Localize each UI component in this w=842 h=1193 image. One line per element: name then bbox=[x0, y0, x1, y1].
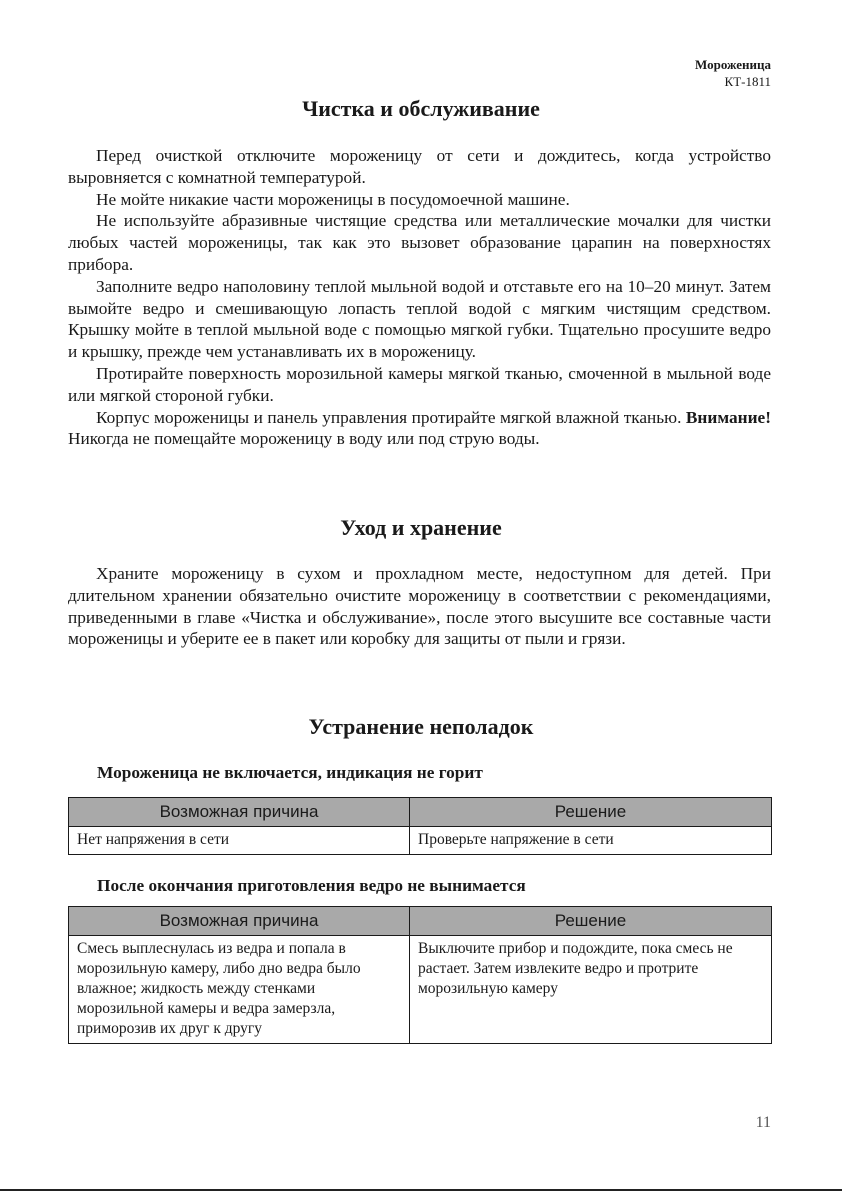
table-row bbox=[69, 936, 772, 1044]
column-header-cause: Возможная причина bbox=[69, 798, 410, 827]
storage-text bbox=[68, 563, 771, 650]
column-header-cause: Возможная причина bbox=[69, 907, 410, 936]
cleaning-text bbox=[68, 145, 771, 450]
paragraph: Не мойте никакие части мороженицы в посудомоечной машине. bbox=[96, 189, 570, 209]
paragraph: Заполните ведро наполовину теплой мыльной водой и отставьте его на 10–20 минут. Затем вымойте ведро и смешивающую лопасть теплой водой с мягким чистящим средством. Крышку мойте в теплой мыльной воде с помощью мягкой губки. Тщательно просушите ведро и крышку, прежде чем устанавливать их в мороженицу. bbox=[68, 276, 771, 362]
paragraph: Перед очисткой отключите мороженицу от сети и дождитесь, когда устройство выровняется с комнатной температурой. bbox=[68, 146, 771, 187]
table-header-row bbox=[69, 907, 772, 936]
solution-cell: Проверьте напряжение в сети bbox=[410, 827, 772, 855]
document-header bbox=[695, 56, 771, 90]
section-title-troubleshooting: Устранение неполадок bbox=[308, 714, 534, 739]
section-title-cleaning: Чистка и обслуживание bbox=[302, 96, 540, 121]
page-number: 11 bbox=[755, 1114, 771, 1131]
cause-cell: Смесь выплеснулась из ведра и попала в морозильную камеру, либо дно ведра было влажное; жидкость между стенками морозильной камеры и ведра замерзла, приморозив их друг к другу bbox=[69, 936, 410, 1044]
table-row bbox=[69, 827, 772, 855]
troubleshooting-table bbox=[68, 797, 772, 855]
paragraph: Не используйте абразивные чистящие средства или металлические мочалки для чистки любых частей мороженицы, так как это вызовет образование царапин на поверхностях прибора. bbox=[68, 211, 771, 274]
section-title-storage: Уход и хранение bbox=[340, 515, 502, 540]
table-header-row bbox=[69, 798, 772, 827]
cause-cell: Нет напряжения в сети bbox=[69, 827, 410, 855]
model-number: КТ-1811 bbox=[724, 74, 771, 89]
warning-text: Никогда не помещайте мороженицу в воду или под струю воды. bbox=[68, 429, 540, 449]
paragraph bbox=[68, 407, 771, 451]
paragraph: Протирайте поверхность морозильной камеры мягкой тканью, смоченной в мыльной воде или мягкой стороной губки. bbox=[68, 363, 771, 405]
troubleshooting-table bbox=[68, 906, 772, 1044]
problem-title: Мороженица не включается, индикация не горит bbox=[97, 763, 483, 782]
paragraph: Храните мороженицу в сухом и прохладном месте, недоступном для детей. При длительном хранении обязательно очистите мороженицу в соответствии с рекомендациями, приведенными в главе «Чистка и обслуживание», после этого высушите все составные части мороженицы и уберите ее в пакет или коробку для защиты от пыли и грязи. bbox=[68, 564, 771, 649]
column-header-solution: Решение bbox=[410, 798, 772, 827]
warning-label: Внимание! bbox=[685, 407, 771, 427]
product-name: Мороженица bbox=[694, 57, 771, 72]
problem-title: После окончания приготовления ведро не вынимается bbox=[97, 876, 526, 895]
paragraph-text: Корпус мороженицы и панель управления протирайте мягкой влажной тканью. bbox=[96, 407, 682, 427]
column-header-solution: Решение bbox=[410, 907, 772, 936]
solution-cell: Выключите прибор и подождите, пока смесь не растает. Затем извлеките ведро и протрите морозильную камеру bbox=[410, 936, 772, 1044]
bottom-divider bbox=[0, 1189, 842, 1191]
